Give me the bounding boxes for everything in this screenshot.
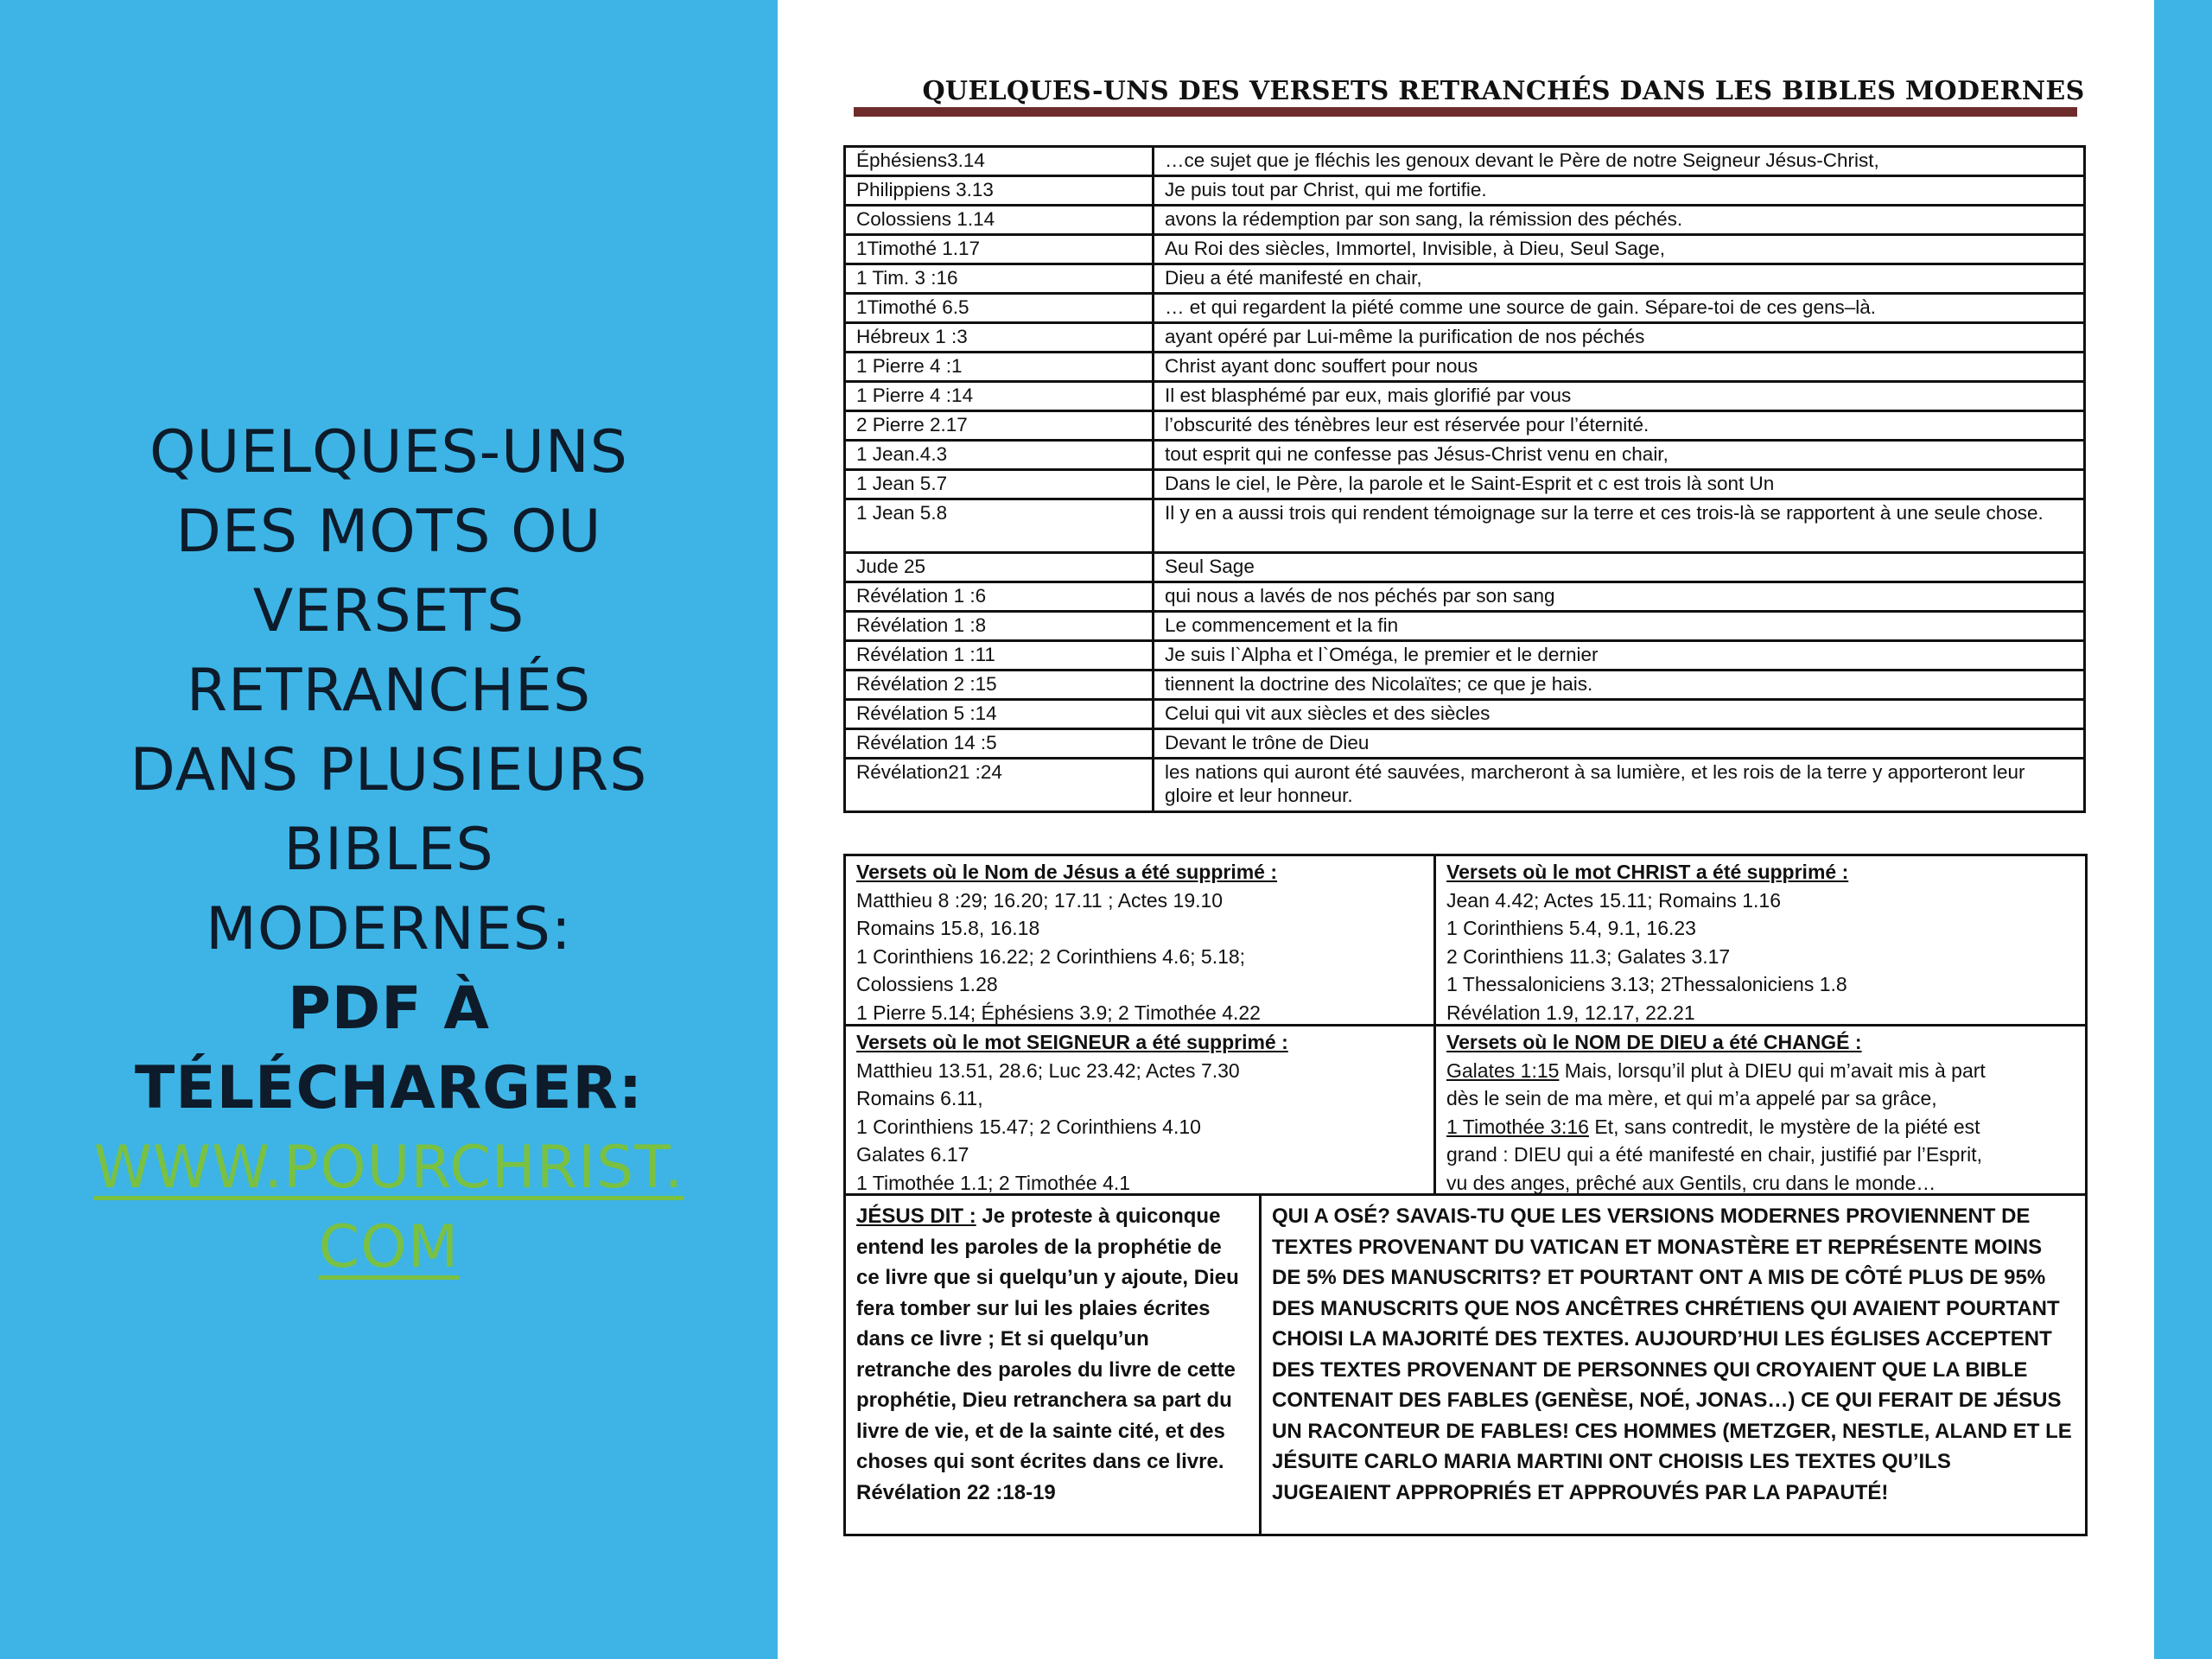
verse-text: Devant le trône de Dieu	[1154, 729, 2085, 759]
verse-ref: 1 Tim. 3 :16	[845, 264, 1154, 294]
box-heading: Versets où le NOM DE DIEU a été CHANGÉ :	[1446, 1031, 1862, 1053]
verse-ref: Révélation 5 :14	[845, 700, 1154, 729]
table-row	[845, 612, 2085, 641]
lower-grid	[843, 854, 2088, 1536]
box-line: Matthieu 8 :29; 16.20; 17.11 ; Actes 19.10	[856, 888, 1224, 912]
box-line: Romains 6.11,	[856, 1087, 983, 1109]
verse-ref: Éphésiens3.14	[845, 147, 1154, 176]
table-row	[845, 353, 2085, 382]
table-row	[845, 147, 2085, 176]
verse-ref: Révélation 14 :5	[845, 729, 1154, 759]
verse-ref: 1 Pierre 4 :14	[845, 382, 1154, 411]
box-line: Révélation 1.9, 12.17, 22.21	[1446, 1001, 1695, 1024]
box-line: Jean 4.42; Actes 15.11; Romains 1.16	[1446, 888, 1781, 912]
verse-text: l’obscurité des ténèbres leur est réservée pour l’éternité.	[1154, 411, 2085, 441]
jesus-dit-box	[846, 1196, 1262, 1534]
table-row	[845, 176, 2085, 206]
verse-ref-galates: Galates 1:15	[1446, 1058, 1560, 1082]
jesus-dit-text: Je proteste à quiconque entend les paroles de la prophétie de ce livre que si quelqu’un y ajoute, Dieu fera tomber sur lui les plaies écrites dans ce livre ; Et si quelqu’un retranche des paroles du livre de cette prophétie, Dieu retranchera sa part du livre de vie, et de la sainte cité, et des choses qui sont écrites dans ce livre. Révélation 22 :18-19	[856, 1205, 1239, 1504]
verse-ref: Révélation 1 :6	[845, 582, 1154, 612]
verse-text: les nations qui auront été sauvées, marcheront à sa lumière, et les rois de la terre y apporteront leur gloire et leur honneur.	[1154, 759, 2085, 812]
box-line: Colossiens 1.28	[856, 973, 998, 995]
verse-text: ayant opéré par Lui-même la purification de nos péchés	[1154, 323, 2085, 353]
table-row	[845, 411, 2085, 441]
box-heading: Versets où le mot SEIGNEUR a été supprimé :	[856, 1031, 1288, 1053]
box-line: 1 Timothée 1.1; 2 Timothée 4.1	[856, 1171, 1131, 1194]
verse-text: Je puis tout par Christ, qui me fortifie.	[1154, 176, 2085, 206]
box-line-text: Et, sans contredit, le mystère de la piété est	[1588, 1115, 1980, 1138]
verse-text: Le commencement et la fin	[1154, 612, 2085, 641]
verse-text: Il est blasphémé par eux, mais glorifié par vous	[1154, 382, 2085, 411]
verse-text: Dieu a été manifesté en chair,	[1154, 264, 2085, 294]
verse-ref: Révélation21 :24	[845, 759, 1154, 812]
verse-ref: Colossiens 1.14	[845, 206, 1154, 235]
download-label: TÉLÉCHARGER:	[134, 1054, 644, 1122]
title-line: RETRANCHÉS	[186, 657, 592, 725]
table-row	[845, 553, 2085, 582]
verse-ref: 1 Jean 5.7	[845, 470, 1154, 499]
box-line: 1 Pierre 5.14; Éphésiens 3.9; 2 Timothée 4.22	[856, 1001, 1261, 1024]
title-line: VERSETS	[252, 577, 525, 645]
table-row	[845, 700, 2085, 729]
table-row	[845, 470, 2085, 499]
verse-text: Il y en a aussi trois qui rendent témoignage sur la terre et ces trois-là se rapportent à une seule chose.	[1154, 499, 2085, 553]
jesus-dit-label: JÉSUS DIT :	[856, 1205, 976, 1228]
box-line: grand : DIEU qui a été manifesté en chair, justifié par l’Esprit,	[1446, 1143, 1983, 1166]
title-line: DANS PLUSIEURS	[130, 736, 648, 804]
box-line-text: Mais, lorsqu’il plut à DIEU qui m’avait mis à part	[1559, 1058, 1986, 1082]
box-line: Matthieu 13.51, 28.6; Luc 23.42; Actes 7.30	[856, 1058, 1240, 1082]
verse-ref: Philippiens 3.13	[845, 176, 1154, 206]
title-line: DES MOTS OU	[175, 498, 602, 566]
table-row	[845, 759, 2085, 812]
box-line: 1 Thessaloniciens 3.13; 2Thessaloniciens 1.8	[1446, 973, 1847, 995]
table-row	[845, 264, 2085, 294]
verse-text: avons la rédemption par son sang, la rémission des péchés.	[1154, 206, 2085, 235]
verse-ref: 1Timothé 1.17	[845, 235, 1154, 264]
christ-removed-box	[1436, 856, 2085, 1027]
verse-text: Celui qui vit aux siècles et des siècles	[1154, 700, 2085, 729]
dieu-changed-box	[1436, 1027, 2085, 1196]
table-row	[845, 441, 2085, 470]
verse-text: Seul Sage	[1154, 553, 2085, 582]
table-row	[845, 382, 2085, 411]
box-heading: Versets où le mot CHRIST a été supprimé :	[1446, 861, 1849, 883]
table-row	[845, 323, 2085, 353]
qui-a-ose-box: QUI A OSÉ? SAVAIS-TU QUE LES VERSIONS MODERNES PROVIENNENT DE TEXTES PROVENANT DU VATICAN ET MONASTÈRE ET REPRÉSENTE MOINS DE 5% DES MANUSCRITS? ET POURTANT ONT A MIS DE CÔTÉ PLUS DE 95% DES MANUSCRITS QUE NOS ANCÊTRES CHRÉTIENS QUI AVAIENT POURTANT CHOISI LA MAJORITÉ DES TEXTES. AUJOURD’HUI LES ÉGLISES ACCEPTENT DES TEXTES PROVENANT DE PERSONNES QUI CROYAIENT QUE LA BIBLE CONTENAIT DES FABLES (GENÈSE, NOÉ, JONAS…) CE QUI FERAIT DE JÉSUS UN RACONTEUR DE FABLES! CES HOMMES (METZGER, NESTLE, ALAND ET LE JÉSUITE CARLO MARIA MARTINI ONT CHOISIS LES TEXTES QU’ILS JUGEAIENT APPROPRIÉS ET APPROUVÉS PAR LA PAPAUTÉ!	[1272, 1205, 2072, 1504]
slide-title	[78, 413, 700, 1287]
box-line: vu des anges, prêché aux Gentils, cru dans le monde…	[1446, 1171, 1936, 1194]
title-rule	[854, 107, 2077, 117]
verse-text: … et qui regardent la piété comme une source de gain. Sépare-toi de ces gens–là.	[1154, 294, 2085, 323]
title-line: BIBLES	[283, 816, 494, 884]
verse-text: Au Roi des siècles, Immortel, Invisible, à Dieu, Seul Sage,	[1154, 235, 2085, 264]
table-row	[845, 206, 2085, 235]
box-line: 2 Corinthiens 11.3; Galates 3.17	[1446, 944, 1731, 968]
box-line: 1 Corinthiens 15.47; 2 Corinthiens 4.10	[856, 1115, 1201, 1138]
website-link[interactable]: WWW.POURCHRIST.	[93, 1134, 684, 1202]
verse-ref: 1Timothé 6.5	[845, 294, 1154, 323]
verse-ref-timothee: 1 Timothée 3:16	[1446, 1115, 1589, 1138]
box-line	[1446, 1113, 2075, 1141]
document-page	[778, 0, 2154, 1659]
verses-table	[843, 145, 2086, 813]
verse-ref: Jude 25	[845, 553, 1154, 582]
box-line: 1 Corinthiens 5.4, 9.1, 16.23	[1446, 917, 1696, 939]
table-row	[845, 729, 2085, 759]
verse-ref: Révélation 1 :8	[845, 612, 1154, 641]
verse-ref: 1 Pierre 4 :1	[845, 353, 1154, 382]
document-title: QUELQUES-UNS DES VERSETS RETRANCHÉS DANS LES BIBLES MODERNES	[922, 76, 2085, 106]
verse-text: Je suis l`Alpha et l`Oméga, le premier et le dernier	[1154, 641, 2085, 671]
verse-ref: Hébreux 1 :3	[845, 323, 1154, 353]
table-row	[845, 294, 2085, 323]
seigneur-removed-box	[846, 1027, 1436, 1196]
table-row	[845, 582, 2085, 612]
box-line: Romains 15.8, 16.18	[856, 917, 1040, 939]
verse-text: …ce sujet que je fléchis les genoux devant le Père de notre Seigneur Jésus-Christ,	[1154, 147, 2085, 176]
verse-ref: Révélation 2 :15	[845, 671, 1154, 700]
box-line	[1446, 1057, 2075, 1085]
verse-ref: 1 Jean 5.8	[845, 499, 1154, 553]
box-line: Galates 6.17	[856, 1143, 969, 1166]
pdf-label: PDF À	[287, 975, 491, 1043]
verse-text: tout esprit qui ne confesse pas Jésus-Christ venu en chair,	[1154, 441, 2085, 470]
verse-text: Dans le ciel, le Père, la parole et le Saint-Esprit et c est trois là sont Un	[1154, 470, 2085, 499]
title-line: MODERNES:	[206, 895, 572, 963]
slide-left-panel	[0, 0, 778, 1659]
verse-text: tiennent la doctrine des Nicolaïtes; ce que je hais.	[1154, 671, 2085, 700]
verse-ref: 1 Jean.4.3	[845, 441, 1154, 470]
jesus-removed-box	[846, 856, 1436, 1027]
table-row	[845, 641, 2085, 671]
verse-text: Christ ayant donc souffert pour nous	[1154, 353, 2085, 382]
verse-ref: 2 Pierre 2.17	[845, 411, 1154, 441]
box-heading: Versets où le Nom de Jésus a été supprimé :	[856, 861, 1278, 883]
table-row	[845, 499, 2085, 553]
website-link-suffix[interactable]: COM	[318, 1213, 460, 1281]
title-line: QUELQUES-UNS	[149, 418, 628, 486]
verse-text: qui nous a lavés de nos péchés par son sang	[1154, 582, 2085, 612]
box-line: dès le sein de ma mère, et qui m’a appelé par sa grâce,	[1446, 1087, 1937, 1109]
table-row	[845, 671, 2085, 700]
box-line: 1 Corinthiens 16.22; 2 Corinthiens 4.6; 5.18;	[856, 944, 1246, 968]
table-row	[845, 235, 2085, 264]
verse-ref: Révélation 1 :11	[845, 641, 1154, 671]
right-border	[2154, 0, 2212, 1659]
